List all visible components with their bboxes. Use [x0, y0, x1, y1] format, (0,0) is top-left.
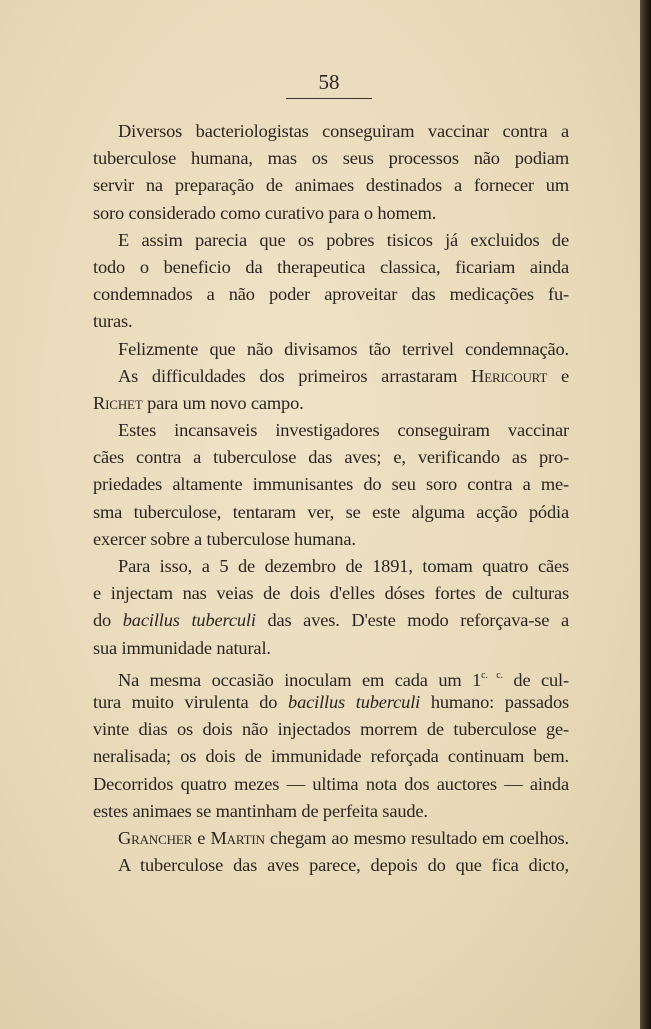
page-edge-shadow — [640, 0, 651, 1029]
text-segment: Na mesma occasião inoculam em cada um 1 — [118, 669, 482, 690]
text-line: e injectam nas veias de dois d'elles dóses fortes de culturas — [93, 583, 569, 604]
text-line: Diversos bacteriologistas conseguiram vaccinar contra a — [118, 121, 569, 141]
text-line — [93, 689, 569, 716]
text-line: Decorridos quatro mezes — ultima nota dos auctores — ainda — [93, 773, 569, 794]
text-line: todo o beneficio da therapeutica classica, ficariam ainda — [93, 256, 569, 277]
text-segment: para um novo campo. — [142, 392, 304, 413]
text-segment: das aves. D'este modo reforçava-se a — [255, 610, 569, 631]
text-line: Estes incansaveis investigadores conseguiram vaccinar — [118, 420, 569, 441]
text-line: vinte dias os dois não injectados morrem de tuberculose ge- — [93, 719, 569, 740]
author-name: Martin — [210, 827, 265, 848]
text-line: cães contra a tuberculose das aves; e, verificando as pro- — [93, 447, 569, 468]
text-line: A tuberculose das aves parece, depois do que fica dicto, — [118, 855, 569, 876]
text-line: Para isso, a 5 de dezembro de 1891, tomam quatro cães — [118, 556, 569, 576]
text-line: turas. — [93, 311, 133, 332]
author-name: Richet — [93, 392, 143, 413]
text-segment: de cul- — [502, 669, 569, 690]
text-segment: As difficuldades dos primeiros arrastaram — [118, 365, 472, 386]
header-rule — [286, 98, 372, 99]
text-line: servir na preparação de animaes destinados a fornecer um — [93, 175, 569, 196]
text-line — [93, 662, 569, 689]
text-segment: do — [93, 610, 123, 631]
text-line: Felizmente que não divisamos tão terrivel condemnação. — [118, 338, 569, 359]
text-line — [93, 825, 569, 852]
text-line: condemnados a não poder aproveitar das medicações fu- — [93, 284, 569, 305]
text-line: exercer sobre a tuberculose humana. — [93, 528, 356, 549]
text-line: soro considerado como curativo para o homem. — [93, 202, 437, 223]
italic-term: bacillus tuberculi — [122, 610, 256, 631]
text-line — [93, 607, 569, 634]
page-number: 58 — [318, 70, 340, 94]
text-line: priedades altamente immunisantes do seu soro contra a me- — [93, 474, 569, 495]
italic-term: bacillus tuberculi — [288, 691, 421, 712]
text-line — [93, 363, 569, 390]
text-segment: chegam ao mesmo resultado em coelhos. — [264, 827, 569, 848]
text-line: neralisada; os dois de immunidade reforçada continuam bem. — [93, 746, 569, 767]
superscript-unit: c. c. — [481, 669, 503, 681]
body-text — [93, 118, 569, 879]
text-line: estes animaes se mantinham de perfeita saude. — [93, 800, 428, 821]
text-segment: e — [192, 827, 211, 848]
text-segment: e — [547, 365, 570, 386]
author-name: Grancher — [118, 827, 193, 848]
text-line: sma tuberculose, tentaram ver, se este alguma acção pódia — [93, 501, 569, 522]
text-segment: humano: passados — [420, 691, 569, 712]
author-name: Hericourt — [471, 365, 548, 386]
text-line — [93, 390, 569, 417]
text-segment: tura muito virulenta do — [93, 691, 289, 712]
text-line: E assim parecia que os pobres tisicos já excluidos de — [118, 229, 569, 250]
text-line: tuberculose humana, mas os seus processos não podiam — [93, 148, 569, 169]
text-line: sua immunidade natural. — [93, 637, 271, 658]
